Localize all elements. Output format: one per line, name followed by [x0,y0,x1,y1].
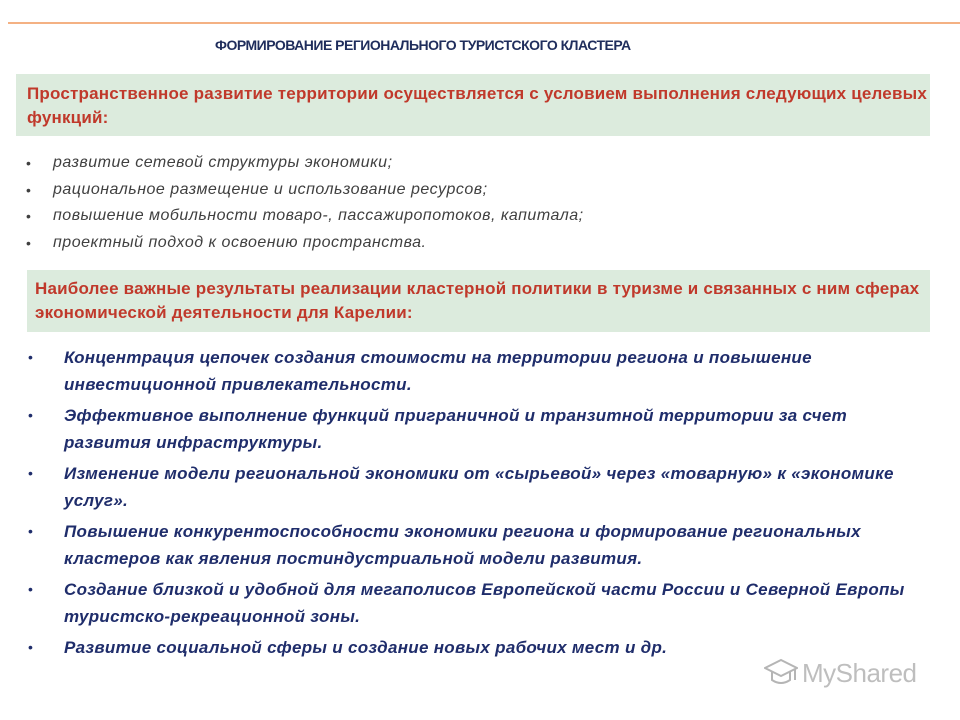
section-one-list [26,150,926,256]
bullet-icon: • [28,523,34,539]
list-item [26,230,926,257]
list-item [28,344,928,398]
list-item [26,150,926,177]
list-item-text: повышение мобильности товаро-, пассажиропотоков, капитала; [53,207,584,224]
list-item-text: Повышение конкурентоспособности экономики региона и формирование региональных кластеров как явления постиндустриальной модели развития. [64,522,861,568]
top-divider [8,22,960,24]
list-item [28,460,928,514]
mortarboard-icon [764,656,798,690]
list-item-text: Развитие социальной сферы и создание новых рабочих мест и др. [64,638,668,657]
list-item [28,518,928,572]
bullet-icon: • [26,181,32,198]
list-item-text: Эффективное выполнение функций приграничной и транзитной территории за счет развития инфраструктуры. [64,406,848,452]
section-one-header: Пространственное развитие территории осуществляется с условием выполнения следующих целевых функций: [16,74,930,136]
bullet-icon: • [28,639,34,655]
list-item-text: развитие сетевой структуры экономики; [53,154,393,171]
watermark [764,656,917,690]
watermark-text: MyShared [802,657,917,688]
slide-title: ФОРМИРОВАНИЕ РЕГИОНАЛЬНОГО ТУРИСТСКОГО КЛАСТЕРА [215,37,631,53]
list-item-text: рациональное размещение и использование ресурсов; [53,180,488,198]
bullet-icon: • [26,208,32,224]
list-item-text: Изменение модели региональной экономики от «сырьевой» через «товарную» к «экономике услуг». [64,464,894,510]
section-two-list [28,344,928,665]
bullet-icon: • [28,581,34,597]
list-item [26,203,926,230]
list-item [28,402,928,456]
bullet-icon: • [28,349,34,365]
bullet-icon: • [28,407,34,423]
bullet-icon: • [28,465,34,481]
list-item-text: Создание близкой и удобной для мегаполисов Европейской части России и Северной Европы туристско-рекреационной зоны. [64,580,905,626]
bullet-icon: • [26,155,32,171]
list-item-text: проектный подход к освоению пространства. [53,233,427,251]
section-two-header: Наиболее важные результаты реализации кластерной политики в туризме и связанных с ним сферах экономической деятельности для Карелии: [27,270,930,332]
list-item-text: Концентрация цепочек создания стоимости на территории региона и повышение инвестиционной привлекательности. [64,348,812,394]
bullet-icon: • [26,234,32,251]
list-item [28,576,928,630]
list-item [26,177,926,204]
